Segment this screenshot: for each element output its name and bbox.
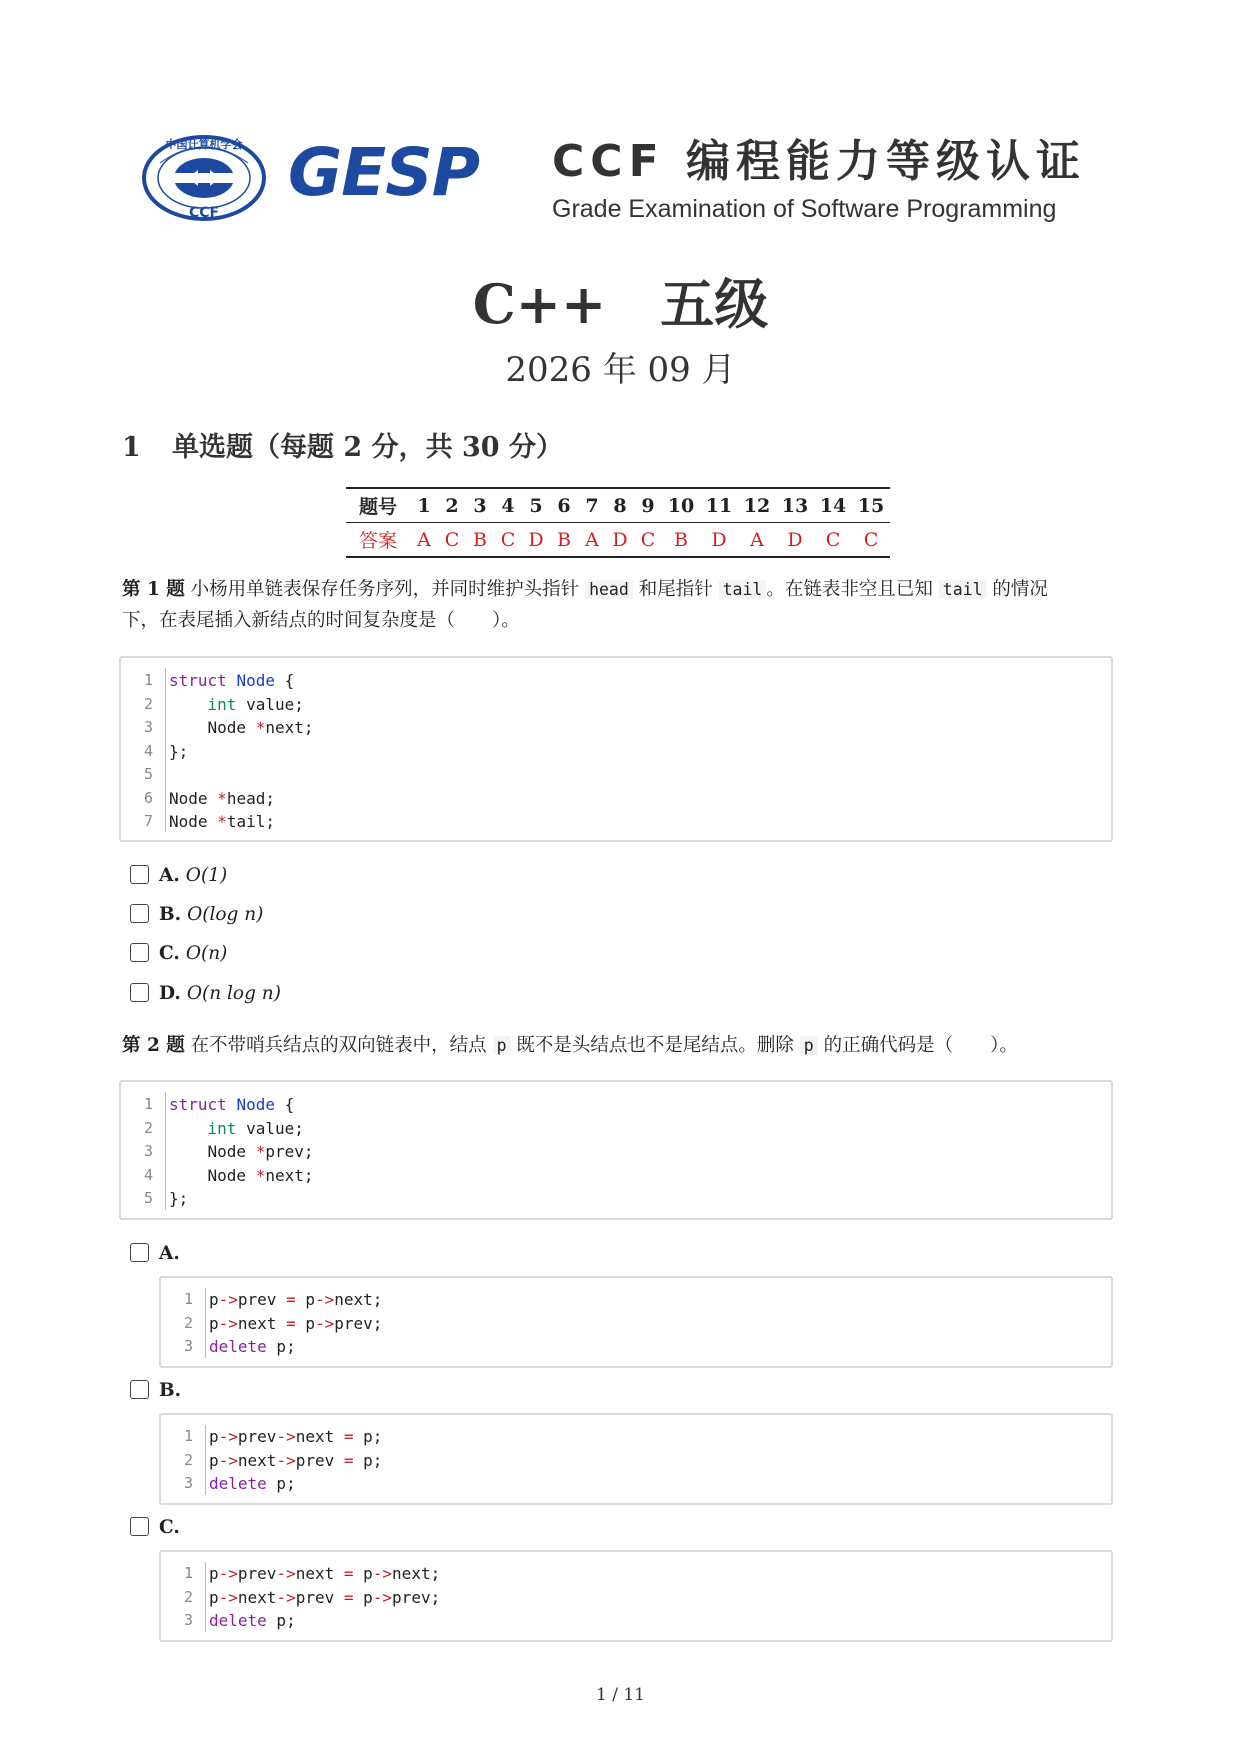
inline-code: p <box>493 1036 511 1055</box>
checkbox[interactable] <box>130 1243 149 1262</box>
ccf-logo-text-bottom: CCF <box>188 205 220 221</box>
code-line: 3 delete p; <box>183 1337 296 1356</box>
question-number: 6 <box>550 488 578 523</box>
question-number: 8 <box>606 488 634 523</box>
code-line: 4 Node *next; <box>143 1165 314 1185</box>
answer-cell: D <box>606 523 634 558</box>
code-line: 3 Node *prev; <box>143 1142 314 1161</box>
question-number: 12 <box>738 488 776 523</box>
answer-cell: A <box>578 523 606 558</box>
brand-subtitle: Grade Examination of Software Programming <box>552 195 1057 223</box>
checkbox[interactable] <box>130 904 149 923</box>
answer-cell: D <box>522 523 550 558</box>
question-number: 1 <box>410 488 438 523</box>
code-line: 4 }; <box>143 741 189 761</box>
question-text: 和尾指针 <box>638 579 713 600</box>
question-number: 5 <box>522 488 550 523</box>
inline-code: tail <box>719 580 767 599</box>
option-a[interactable]: A. <box>130 1240 186 1268</box>
question-2-text <box>122 1030 1122 1061</box>
question-1-text <box>122 574 1122 636</box>
answer-table-number-row <box>346 488 890 523</box>
code-line: 2 int value; <box>143 1118 304 1138</box>
section-heading <box>122 425 563 464</box>
inline-code: p <box>800 1036 818 1055</box>
answer-cell: B <box>662 523 700 558</box>
answer-cell: A <box>410 523 438 558</box>
answer-cell: B <box>550 523 578 558</box>
inline-code: tail <box>939 580 987 599</box>
question-number: 10 <box>662 488 700 523</box>
question-number: 13 <box>776 488 814 523</box>
question-number: 11 <box>700 488 738 523</box>
code-line: 2 p->next = p->prev; <box>183 1313 383 1333</box>
question-text: 小杨用单链表保存任务序列，并同时维护头指针 <box>190 579 580 600</box>
section-title: 单选题（每题 2 分，共 30 分） <box>172 432 563 463</box>
checkbox[interactable] <box>130 1517 149 1536</box>
gesp-logo-text: GESP <box>288 134 480 211</box>
question-number: 2 <box>438 488 466 523</box>
brand-title: CCF 编程能力等级认证 <box>552 136 1086 187</box>
checkbox[interactable] <box>130 983 149 1002</box>
checkbox[interactable] <box>130 865 149 884</box>
question-label: 第 1 题 <box>122 579 185 600</box>
code-line: 1 struct Node { <box>143 1095 295 1114</box>
question-number: 9 <box>634 488 662 523</box>
answer-table-row-label: 题号 <box>346 488 410 523</box>
question-number: 14 <box>814 488 852 523</box>
checkbox[interactable] <box>130 1380 149 1399</box>
code-block <box>159 1413 1113 1505</box>
question-text: 的情况 <box>992 579 1048 600</box>
option-c[interactable]: C. <box>130 1514 186 1542</box>
answer-table-answer-row <box>346 523 890 558</box>
answer-cell: C <box>634 523 662 558</box>
inline-code: head <box>585 580 633 599</box>
answer-cell: C <box>438 523 466 558</box>
question-number: 4 <box>494 488 522 523</box>
exam-date: 2026 年 09 月 <box>505 350 736 390</box>
exam-title: C++ 五级 <box>472 272 769 336</box>
answer-cell: C <box>852 523 890 558</box>
code-block <box>119 656 1113 842</box>
answer-table-row-label: 答案 <box>346 523 410 558</box>
code-line: 2 p->next->prev = p->prev; <box>183 1587 441 1607</box>
code-line: 3 delete p; <box>183 1611 296 1630</box>
question-number: 3 <box>466 488 494 523</box>
answer-cell: C <box>814 523 852 558</box>
answer-cell: D <box>700 523 738 558</box>
answer-cell: A <box>738 523 776 558</box>
code-line: 1 struct Node { <box>143 671 295 690</box>
code-line: 2 p->next->prev = p; <box>183 1450 383 1470</box>
question-text: 下，在表尾插入新结点的时间复杂度是（ ）。 <box>122 610 520 631</box>
code-line: 3 delete p; <box>183 1474 296 1493</box>
page-number: 1 / 11 <box>596 1685 645 1705</box>
code-line: 1 p->prev->next = p->next; <box>183 1564 441 1583</box>
code-block <box>119 1080 1113 1220</box>
question-number: 7 <box>578 488 606 523</box>
code-line: 1 p->prev = p->next; <box>183 1290 383 1309</box>
answer-cell: C <box>494 523 522 558</box>
answer-cell: D <box>776 523 814 558</box>
option-c[interactable]: C. O(n) <box>130 940 227 968</box>
code-line: 7 Node *tail; <box>143 812 275 831</box>
question-text: 。在链表非空且已知 <box>766 579 933 600</box>
code-line: 5 }; <box>143 1189 189 1208</box>
question-number: 15 <box>852 488 890 523</box>
code-line: 2 int value; <box>143 694 304 714</box>
code-line: 1 p->prev->next = p; <box>183 1427 383 1446</box>
question-text: 既不是头结点也不是尾结点。删除 <box>516 1035 794 1056</box>
option-d[interactable]: D. O(n log n) <box>130 980 281 1008</box>
answer-cell: B <box>466 523 494 558</box>
question-label: 第 2 题 <box>122 1035 185 1056</box>
section-number: 1 <box>122 432 141 463</box>
option-a[interactable]: A. O(1) <box>130 862 227 890</box>
answer-table <box>346 487 890 558</box>
code-line: 3 Node *next; <box>143 718 314 737</box>
gesp-logo <box>288 134 480 211</box>
question-text: 的正确代码是（ ）。 <box>823 1035 1018 1056</box>
option-b[interactable]: B. <box>130 1377 187 1405</box>
code-line: 6 Node *head; <box>143 788 275 808</box>
option-b[interactable]: B. O(log n) <box>130 901 263 929</box>
checkbox[interactable] <box>130 943 149 962</box>
code-block <box>159 1550 1113 1642</box>
code-block <box>159 1276 1113 1368</box>
ccf-logo <box>140 133 268 223</box>
question-text: 在不带哨兵结点的双向链表中，结点 <box>190 1035 487 1056</box>
ccf-logo-text-top: 中国计算机学会 <box>165 138 243 151</box>
code-line: 5 <box>143 765 153 783</box>
